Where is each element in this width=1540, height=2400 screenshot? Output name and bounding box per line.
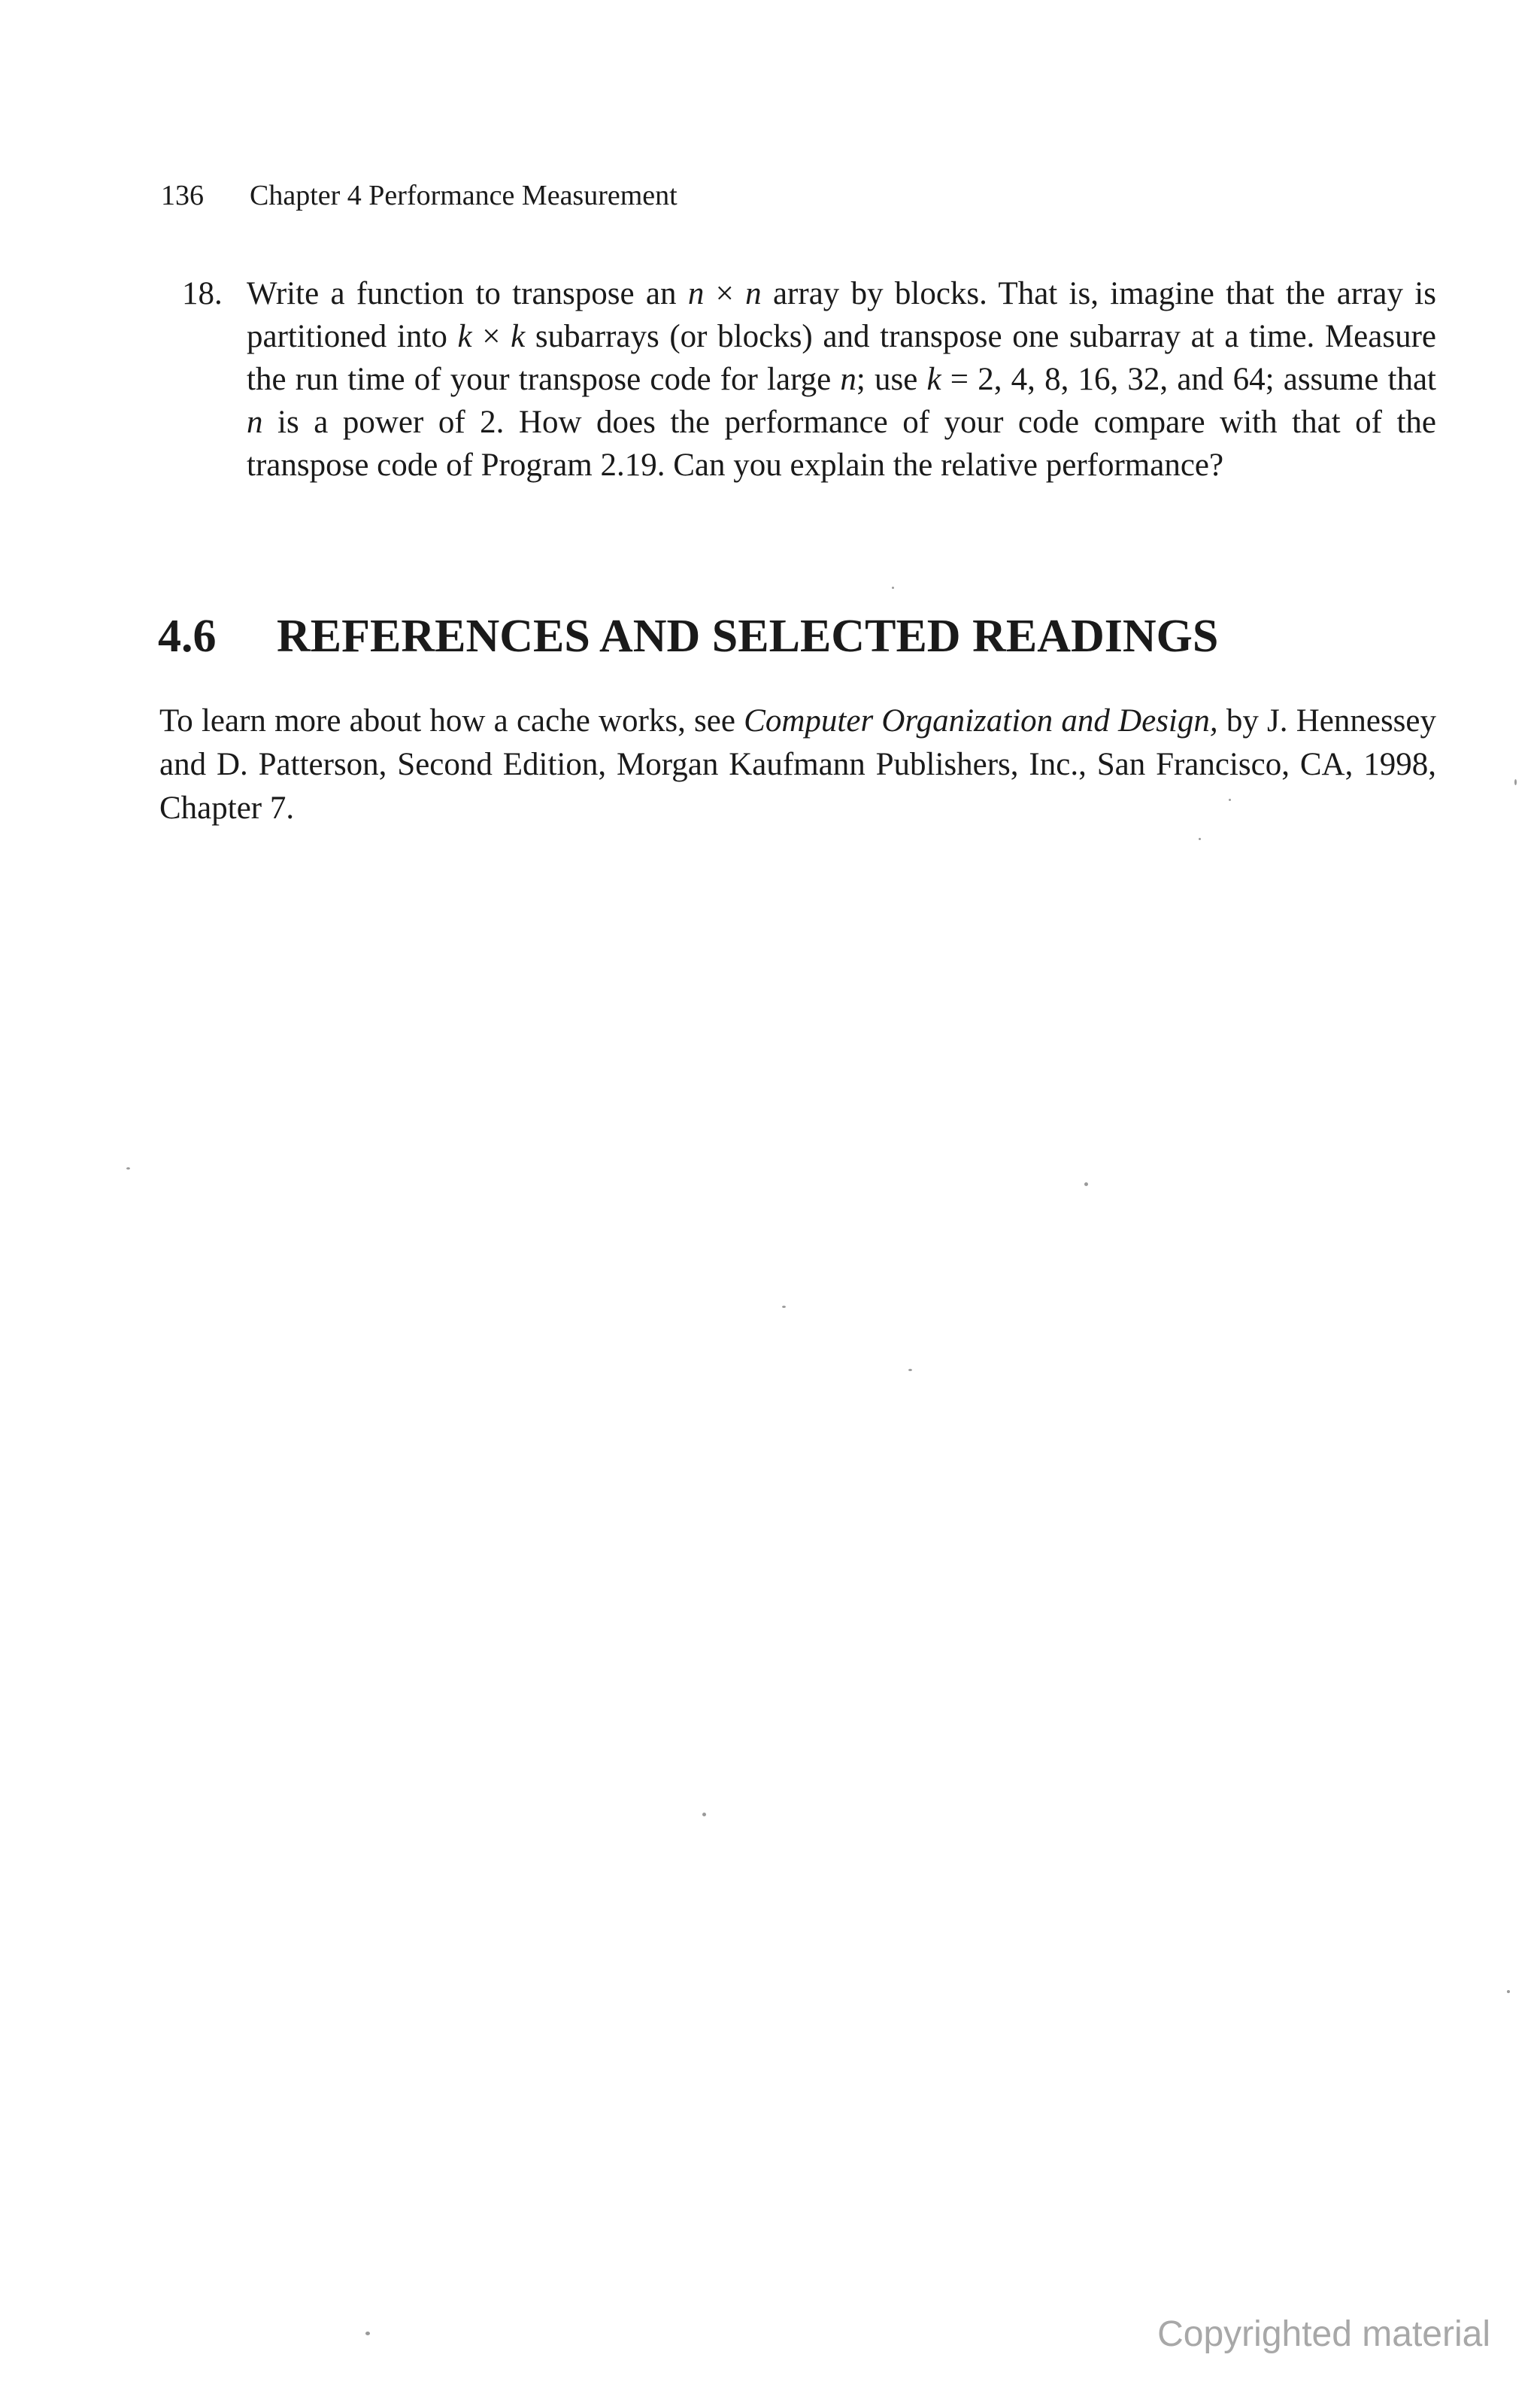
math-variable-n: n [840, 362, 856, 397]
math-variable-k: k [926, 362, 941, 397]
math-variable-k: k [511, 319, 526, 354]
reference-intro: To learn more about how a cache works, see [159, 703, 744, 739]
exercise-text-segment: × [704, 276, 746, 311]
exercise-text-segment: Write a function to transpose an [247, 276, 688, 311]
section-number: 4.6 [158, 611, 217, 662]
page-number: 136 [161, 180, 204, 211]
math-variable-n: n [687, 276, 705, 311]
scan-speck [126, 1167, 130, 1170]
math-variable-n: n [745, 276, 762, 311]
reference-paragraph [159, 699, 1436, 830]
exercise-text-segment: array by blocks. That is, imagine that the array is partitioned into [247, 276, 1436, 354]
math-variable-k: k [457, 319, 472, 354]
scan-speck [702, 1813, 706, 1816]
copyright-watermark: Copyrighted material [1157, 2314, 1490, 2354]
running-head [161, 177, 678, 214]
section-title: REFERENCES AND SELECTED READINGS [277, 611, 1219, 662]
scan-speck [1514, 779, 1517, 785]
math-variable-n: n [247, 405, 263, 440]
exercise-item [182, 272, 1436, 487]
scan-speck [782, 1306, 786, 1308]
exercise-text-segment: = 2, 4, 8, 16, 32, and 64; assume that [941, 362, 1436, 397]
exercise-text-segment: is a power of 2. How does the performance of your code compare with that of the transpose code of Program 2.19. Can you explain the relative performance? [247, 405, 1436, 483]
book-title: Computer Organization and Design, [744, 703, 1218, 739]
exercise-text-segment: subarrays (or blocks) and transpose one subarray at a time. Measure the run time of your transpose code for large [247, 319, 1436, 397]
scan-speck [1229, 799, 1231, 801]
chapter-title: Chapter 4 Performance Measurement [250, 180, 678, 211]
exercise-text [247, 272, 1436, 487]
exercise-text-segment: ; use [856, 362, 927, 397]
scan-speck [1507, 1990, 1510, 1993]
scan-speck [1084, 1182, 1088, 1186]
reference-details: by J. Hennessey and D. Patterson, Second Edition, Morgan Kaufmann Publishers, Inc., San Francisco, CA, 1998, Chapter 7. [159, 703, 1436, 826]
scan-speck [1199, 838, 1201, 840]
scan-speck [908, 1369, 912, 1371]
scan-speck [365, 2332, 370, 2335]
exercise-text-segment: × [471, 319, 511, 354]
section-heading [158, 608, 1218, 665]
exercise-number: 18. [182, 276, 223, 311]
scan-speck [892, 587, 894, 589]
